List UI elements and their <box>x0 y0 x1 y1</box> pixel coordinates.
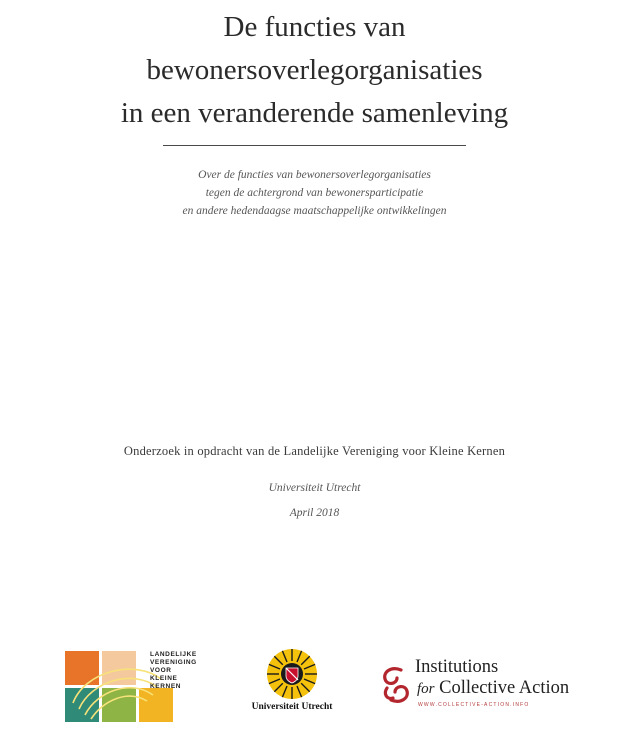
ica-for: for <box>417 681 435 697</box>
lvkk-line-1: LANDELIJKE <box>150 651 197 658</box>
lvkk-square-teal <box>65 688 99 722</box>
lvkk-square-yellow <box>139 688 173 722</box>
lvkk-name <box>150 651 197 691</box>
uu-sunburst <box>267 649 317 699</box>
publication-date: April 2018 <box>289 507 340 519</box>
commission-statement: Onderzoek in opdracht van de Landelijke Vereniging voor Kleine Kernen <box>123 444 506 458</box>
title-line-1: De functies van <box>223 11 406 43</box>
uu-seal-icon <box>266 648 318 700</box>
title-line-2: bewonersoverlegorganisaties <box>146 54 483 86</box>
title-line-3: in een veranderende samenleving <box>120 97 509 129</box>
lvkk-line-4: KLEINE <box>150 675 178 682</box>
lvkk-line-2: VERENIGING <box>150 659 197 666</box>
uu-name: Universiteit Utrecht <box>251 702 333 712</box>
lvkk-line-3: VOOR <box>150 667 172 674</box>
title-divider <box>163 145 466 146</box>
document-title <box>0 6 629 135</box>
ica-mark-icon <box>379 664 413 706</box>
subtitle-line-2: tegen de achtergrond van bewonersparticipatie <box>205 187 424 199</box>
subtitle-line-1: Over de functies van bewonersoverlegorganisaties <box>198 169 431 181</box>
university-line: Universiteit Utrecht <box>268 482 361 494</box>
ica-title-line-1: Institutions <box>415 657 499 677</box>
subtitle-line-3: en andere hedendaagse maatschappelijke ontwikkelingen <box>182 205 447 217</box>
ica-url: WWW.COLLECTIVE-ACTION.INFO <box>418 702 530 708</box>
lvkk-line-5: KERNEN <box>150 683 182 690</box>
ica-collective-action: Collective Action <box>439 678 570 698</box>
lvkk-square-orange <box>65 651 99 685</box>
document-subtitle <box>0 166 629 220</box>
ica-title-line-2 <box>417 678 569 699</box>
